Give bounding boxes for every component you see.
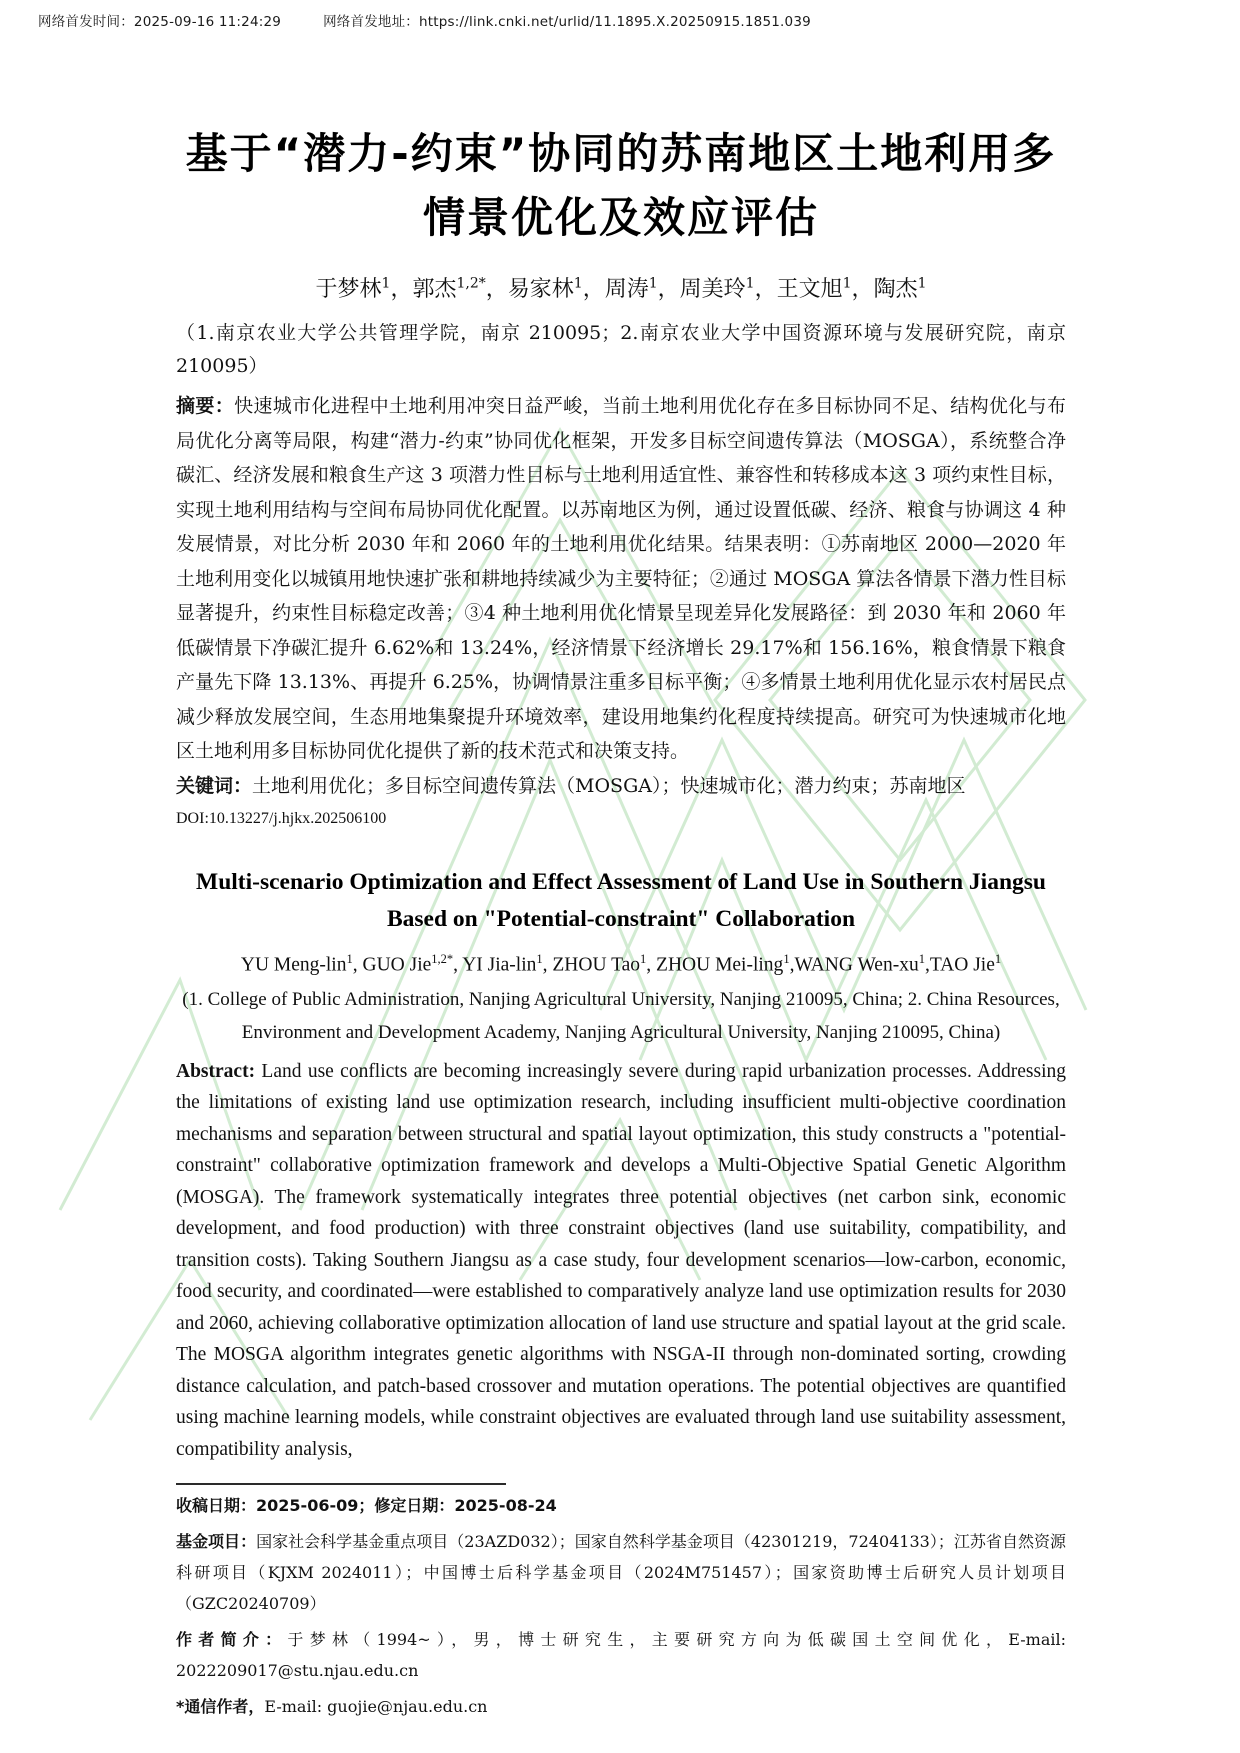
page-content [176, 0, 1066, 1722]
author-affiliation-superscript: 1 [346, 952, 353, 966]
keywords-zh-label: 关键词： [176, 774, 253, 797]
author-bio-label: 作者简介： [176, 1630, 288, 1649]
abstract-zh-text: 快速城市化进程中土地利用冲突日益严峻，当前土地利用优化存在多目标协同不足、结构优化与布局优化分离等局限，构建“潜力-约束”协同优化框架，开发多目标空间遗传算法（MOSGA），系统整合净碳汇、经济发展和粮食生产这 3 项潜力性目标与土地利用适宜性、兼容性和转移成本这 3 项约束性目标，实现土地利用结构与空间布局协同优化配置。以苏南地区为例，通过设置低碳、经济、粮食与协调这 4 种发展情景，对比分析 2030 年和 2060 年的土地利用优化结果。结果表明：①苏南地区 2000—2020 年土地利用变化以城镇用地快速扩张和耕地持续减少为主要特征；②通过 MOSGA 算法各情景下潜力性目标显著提升，约束性目标稳定改善；③4 种土地利用优化情景呈现差异化发展路径：到 2030 年和 2060 年低碳情景下净碳汇提升 6.62%和 13.24%，经济情景下经济增长 29.17%和 156.16%，粮食情景下粮食产量先下降 13.13%、再提升 6.25%，协调情景注重多目标平衡；④多情景土地利用优化显示农村居民点减少释放发展空间，生态用地集聚提升环境效率，建设用地集约化程度持续提高。研究可为快速城市化地区土地利用多目标协同优化提供了新的技术范式和决策支持。 [176, 395, 1066, 762]
publish-address-url[interactable]: https://link.cnki.net/urlid/11.1895.X.20250915.1851.039 [419, 14, 811, 30]
author-affiliation-superscript: 1 [573, 275, 583, 292]
affiliation-en: (1. College of Public Administration, Nanjing Agricultural University, Nanjing 210095, China; 2. China Resources, Environment and Development Academy, Nanjing Agricultural University, Nanjing 210095, China) [182, 988, 1060, 1043]
author-affiliation-superscript: 1 [381, 275, 391, 292]
received-date-value: 2025-06-09； [256, 1496, 375, 1515]
abstract-en [176, 1056, 1066, 1466]
author-affiliation-superscript: 1,2* [456, 275, 486, 292]
authors-en: YU Meng-lin$^1$, GUO Jie$^{1,2*}$, YI Jia-lin$^1$, ZHOU Tao$^1$, ZHOU Mei-ling$^1$,WANG Wen-$xu^1,TAO$ Jie$^1$ [240, 952, 1002, 976]
abstract-zh [176, 389, 1066, 769]
footnote-block [176, 1483, 1066, 1722]
received-date-label: 收稿日期： [176, 1496, 257, 1515]
author-affiliation-superscript: 1 [918, 952, 925, 966]
publish-time-value: 2025-09-16 11:24:29 [133, 14, 282, 30]
paper-title-en: Multi-scenario Optimization and Effect Assessment of Land Use in Southern Jiangsu Based on "Potential-constraint" Collaboration [196, 869, 1046, 932]
corresponding-author-email[interactable]: E-mail: guojie@njau.edu.cn [264, 1697, 488, 1716]
author-affiliation-superscript: 1 [536, 952, 543, 966]
revised-date-value: 2025-08-24 [454, 1496, 557, 1515]
abstract-zh-label: 摘要： [176, 395, 235, 417]
paper-title-zh: 基于“潜力-约束”协同的苏南地区土地利用多情景优化及效应评估 [185, 129, 1057, 242]
keywords-zh-text: 土地利用优化；多目标空间遗传算法（MOSGA）；快速城市化；潜力约束；苏南地区 [252, 774, 966, 797]
author-affiliation-superscript: 1 [648, 275, 658, 292]
footnote-divider [176, 1483, 506, 1485]
author-affiliation-superscript: 1,2* [431, 952, 454, 966]
corresponding-author-label: *通信作者， [176, 1697, 265, 1716]
publish-time-label: 网络首发时间： [38, 14, 134, 30]
author-affiliation-superscript: 1 [640, 952, 647, 966]
affiliation-zh: （1.南京农业大学公共管理学院，南京 210095；2.南京农业大学中国资源环境与发展研究院，南京 210095） [176, 322, 1066, 377]
footnote-funding [176, 1526, 1066, 1619]
author-affiliation-superscript: 1 [842, 275, 852, 292]
funding-label: 基金项目： [176, 1532, 257, 1551]
authors-zh: 于梦林$^1$，郭杰$^{1,2*}$，易家林$^1$，周涛$^1$，周美玲$^1$，王文旭$^1$，陶杰$^1$ [315, 275, 927, 302]
keywords-zh [176, 769, 1066, 804]
funding-text: 国家社会科学基金重点项目（23AZD032）；国家自然科学基金项目（42301219，72404133）；江苏省自然资源科研项目（KJXM 2024011）；中国博士后科学基金项目（2024M751457）；国家资助博士后研究人员计划项目（GZC20240709） [176, 1532, 1066, 1613]
revised-date-label: 修定日期： [374, 1496, 455, 1515]
author-affiliation-superscript: 1 [994, 952, 1002, 966]
publish-address-label: 网络首发地址： [323, 14, 419, 30]
author-affiliation-superscript: 1 [783, 952, 790, 966]
footnote-dates [176, 1490, 1066, 1521]
footnote-corresponding [176, 1691, 1066, 1722]
author-affiliation-superscript: 1 [917, 275, 927, 292]
footnote-author-bio [176, 1624, 1066, 1686]
abstract-en-text: Land use conflicts are becoming increasingly severe during rapid urbanization processes. Addressing the limitations of existing land use optimization research, including insufficient multi-objective coordination mechanisms and separation between structural and spatial layout optimization, this study constructs a "potential-constraint" collaborative optimization framework and develops a Multi-Objective Spatial Genetic Algorithm (MOSGA). The framework systematically integrates three potential objectives (net carbon sink, economic development, and food production) with three constraint objectives (land use suitability, compatibility, and transition costs). Taking Southern Jiangsu as a case study, four development scenarios—low-carbon, economic, food security, and coordinated—were established to comparatively analyze land use optimization results for 2030 and 2060, achieving collaborative optimization allocation of land use structure and spatial layout at the grid scale. The MOSGA algorithm integrates genetic algorithms with NSGA-II through non-dominated sorting, crowding distance calculation, and patch-based crossover and mutation operations. The potential objectives are quantified using machine learning models, while constraint objectives are evaluated through land use suitability assessment, compatibility analysis, [176, 1060, 1066, 1460]
abstract-en-label: Abstract: [176, 1060, 256, 1082]
author-bio-text[interactable]: 于梦林（1994~），男，博士研究生，主要研究方向为低碳国土空间优化，E-mail: 2022209017@stu.njau.edu.cn [176, 1630, 1066, 1680]
author-affiliation-superscript: 1 [745, 275, 755, 292]
doi: DOI:10.13227/j.hjkx.202506100 [176, 810, 387, 827]
